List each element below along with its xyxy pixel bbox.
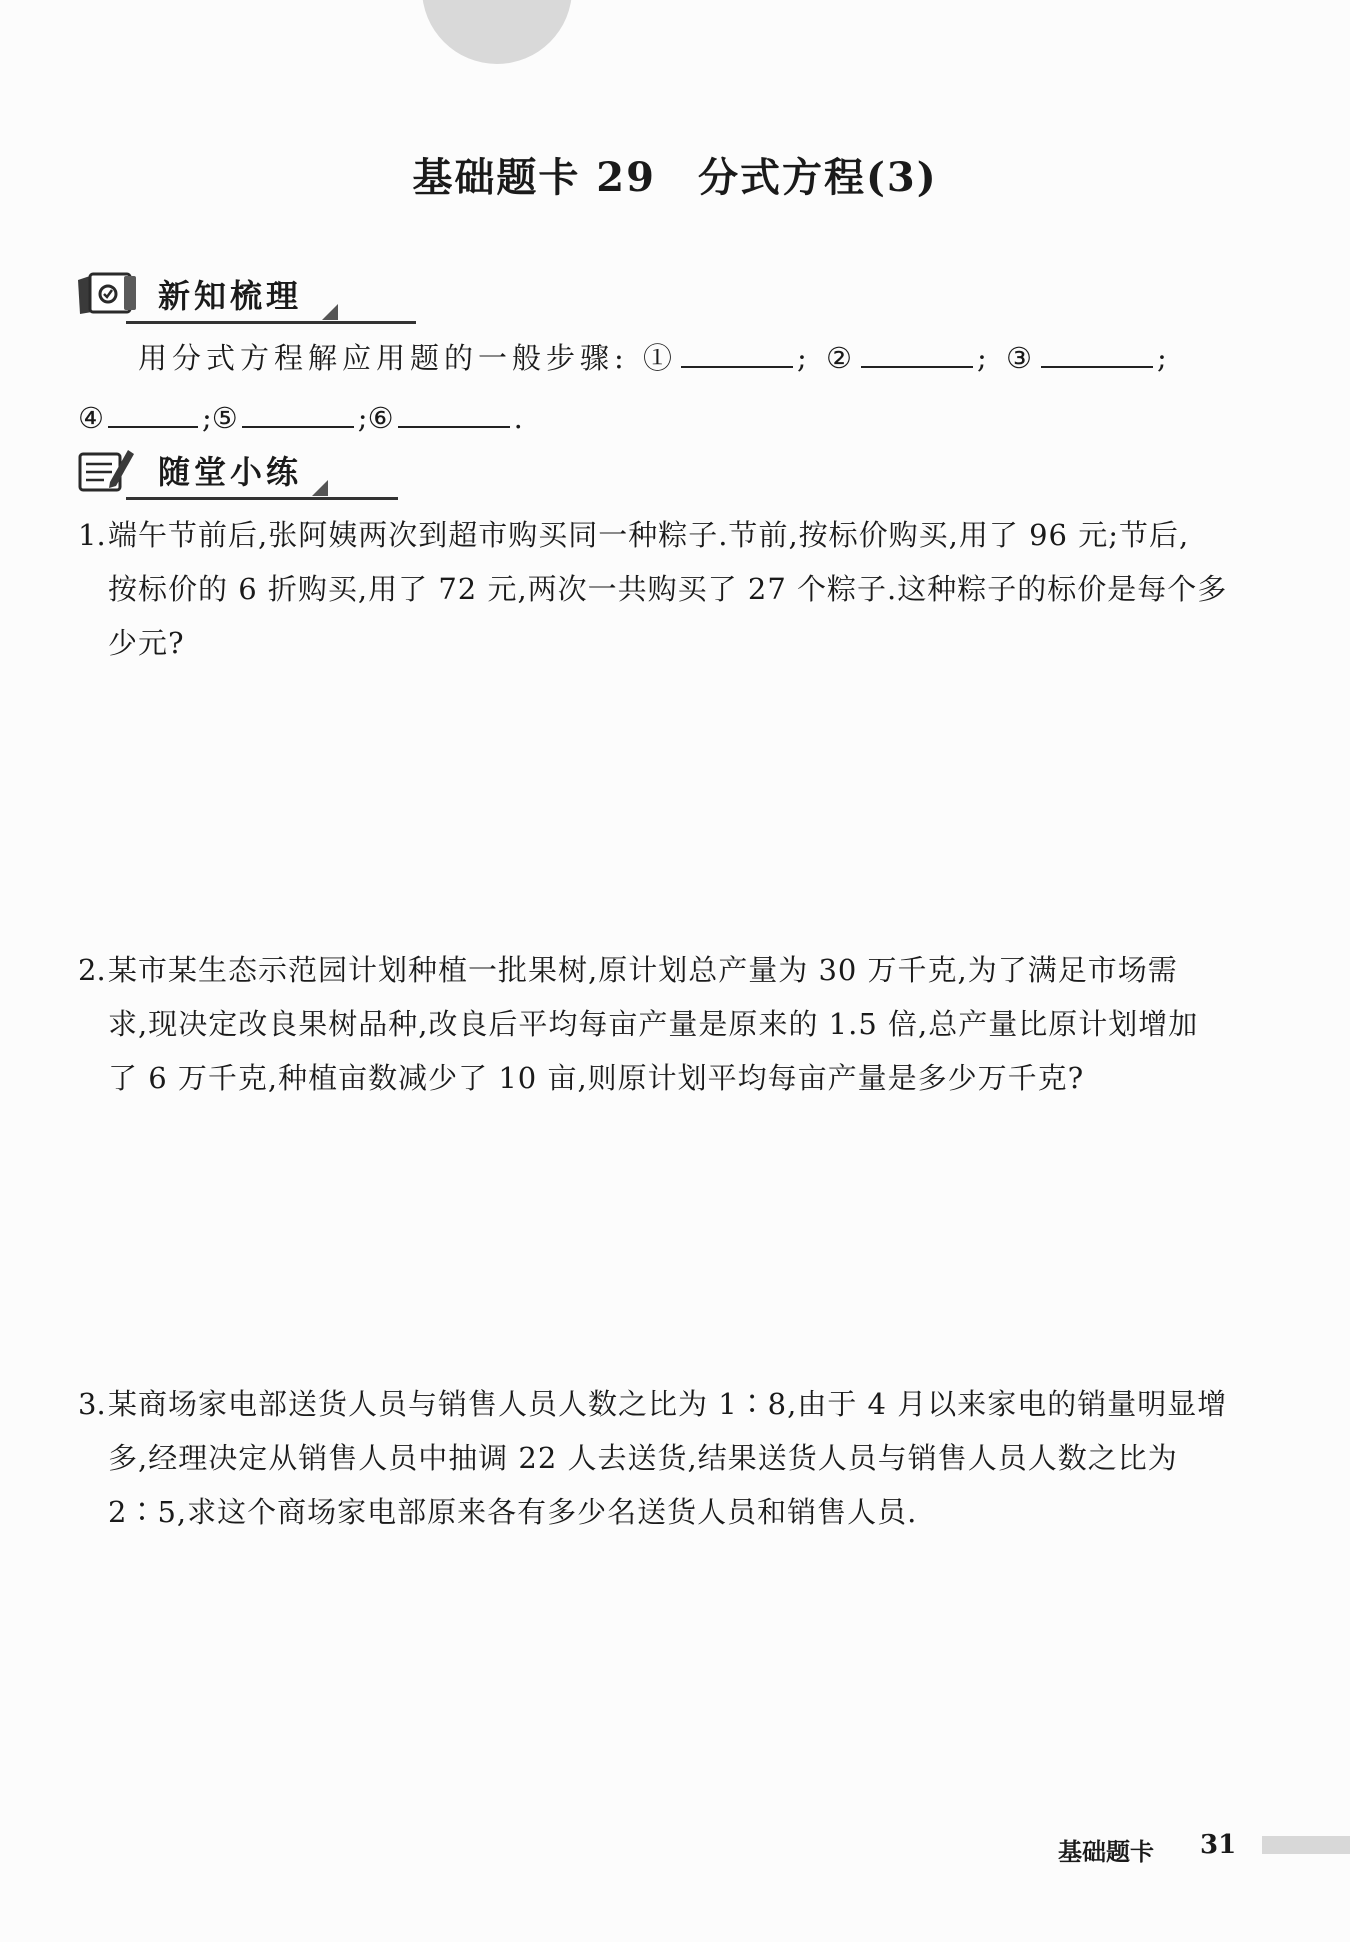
section-label: 新知梳理	[158, 277, 303, 315]
step-blank-2[interactable]	[861, 336, 973, 368]
section-header-new-knowledge	[76, 268, 344, 320]
question-1	[108, 508, 1227, 670]
writing-pad-icon	[76, 446, 140, 494]
page-number: 31	[1200, 1830, 1237, 1860]
question-line: 多,经理决定从销售人员中抽调 22 人去送货,结果送货人员与销售人员人数之比为	[108, 1441, 1178, 1475]
step-marker-4: ④	[78, 401, 104, 435]
question-line: 求,现决定改良果树品种,改良后平均每亩产量是原来的 1.5 倍,总产量比原计划增加	[108, 1007, 1199, 1041]
question-number: 1.	[78, 518, 106, 552]
period: .	[513, 401, 523, 435]
question-line: 少元?	[108, 626, 185, 660]
question-2	[108, 943, 1198, 1105]
step-marker-1: ①	[643, 341, 678, 375]
separator: ;	[1157, 341, 1172, 375]
page-title: 基础题卡 29 分式方程(3)	[412, 154, 938, 201]
section-underline	[126, 497, 398, 500]
question-line: 2∶5,求这个商场家电部原来各有多少名送货人员和销售人员.	[108, 1495, 918, 1529]
step-blank-5[interactable]	[242, 396, 354, 428]
separator: ;	[977, 341, 992, 375]
section-corner-mark	[312, 480, 328, 496]
step-marker-2: ②	[826, 341, 858, 375]
step-blank-6[interactable]	[398, 396, 510, 428]
steps-intro: 用分式方程解应用题的一般步骤:	[138, 341, 629, 375]
separator: ;	[357, 401, 368, 435]
question-line: 某商场家电部送货人员与销售人员人数之比为 1∶8,由于 4 月以来家电的销量明显增	[108, 1387, 1228, 1421]
question-line: 端午节前后,张阿姨两次到超市购买同一种粽子.节前,按标价购买,用了 96 元;节后,	[108, 518, 1190, 552]
footer-bar-decoration	[1262, 1836, 1350, 1854]
question-line: 了 6 万千克,种植亩数减少了 10 亩,则原计划平均每亩产量是多少万千克?	[108, 1061, 1085, 1095]
step-blank-1[interactable]	[681, 336, 793, 368]
separator: ;	[202, 401, 212, 435]
step-marker-3: ③	[1006, 341, 1038, 375]
step-blank-3[interactable]	[1041, 336, 1153, 368]
section-underline	[126, 321, 416, 324]
question-number: 3.	[78, 1387, 106, 1421]
footer-label: 基础题卡	[1058, 1838, 1154, 1866]
step-marker-6: ⑥	[367, 401, 394, 435]
step-blank-4[interactable]	[108, 396, 198, 428]
section-corner-mark	[322, 304, 338, 320]
notebook-icon	[76, 270, 140, 318]
section-header-practice	[76, 444, 326, 496]
separator: ;	[797, 341, 812, 375]
question-line: 按标价的 6 折购买,用了 72 元,两次一共购买了 27 个粽子.这种粽子的标价是每个多	[108, 572, 1228, 606]
steps-line-1	[138, 336, 1172, 378]
question-line: 某市某生态示范园计划种植一批果树,原计划总产量为 30 万千克,为了满足市场需	[108, 953, 1178, 987]
top-tab-decoration	[422, 0, 572, 64]
step-marker-5: ⑤	[211, 401, 238, 435]
question-3	[108, 1377, 1227, 1539]
section-label: 随堂小练	[158, 453, 303, 491]
steps-line-2	[78, 396, 523, 438]
question-number: 2.	[78, 953, 106, 987]
